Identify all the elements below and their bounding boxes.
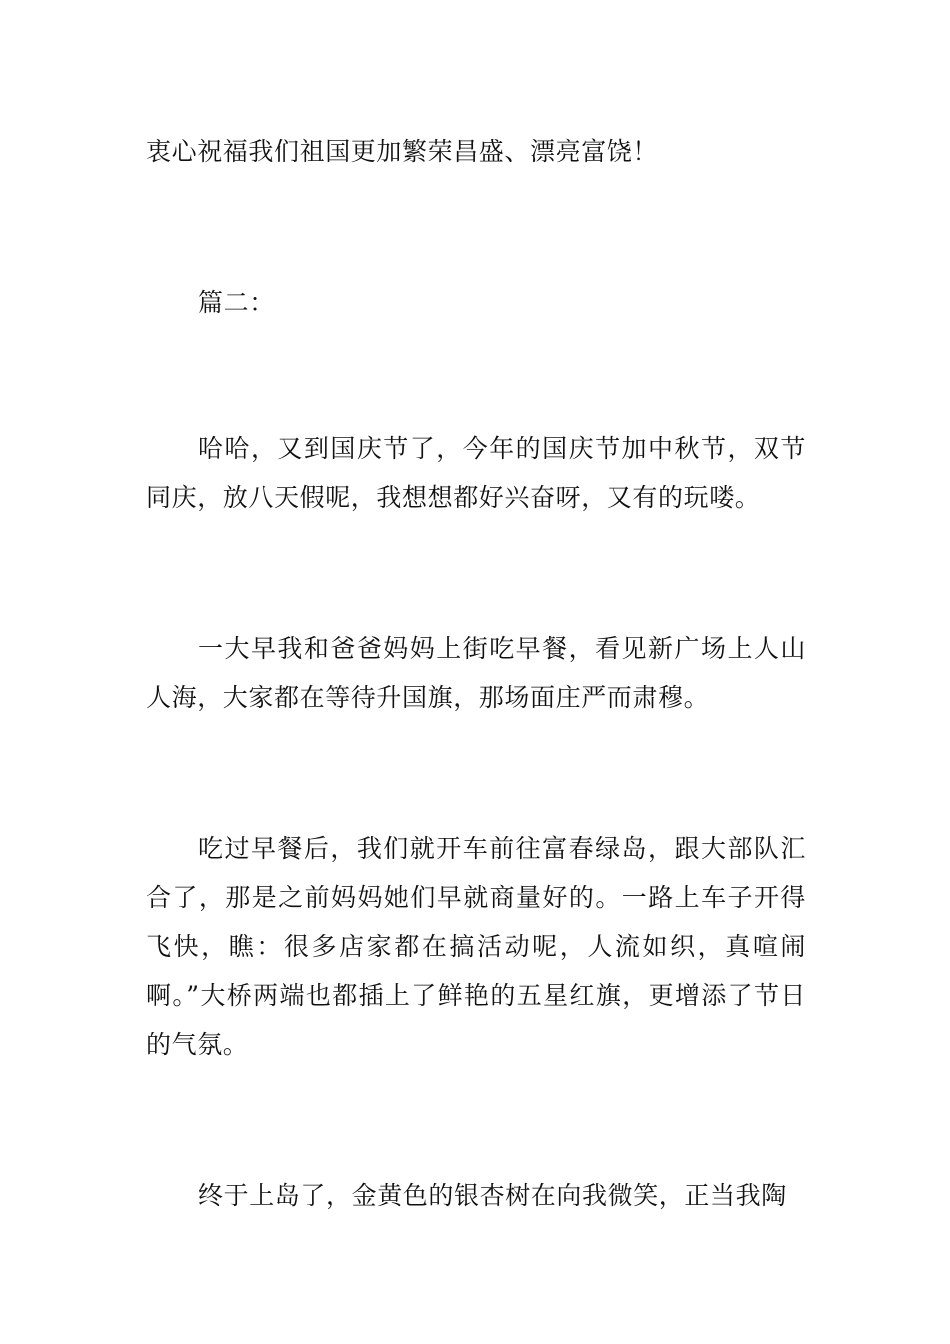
paragraph-breakfast: 一大早我和爸爸妈妈上街吃早餐，看见新广场上人山人海，大家都在等待升国旗，那场面庄严而肃穆。 — [146, 634, 806, 712]
paragraph-drive: 吃过早餐后，我们就开车前往富春绿岛，跟大部队汇合了，那是之前妈妈她们早就商量好的。一路上车子开得飞快，瞧：很多店家都在搞活动呢，人流如织，真喧闹啊。”大桥两端也都插上了鲜艳的五星红旗，更增添了节日的气氛。 — [146, 834, 806, 1059]
paragraph-closing-wish: 衷心祝福我们祖国更加繁荣昌盛、漂亮富饶！ — [146, 137, 659, 166]
section-heading-part-two: 篇二： — [198, 288, 275, 317]
paragraph-national-day: 哈哈，又到国庆节了，今年的国庆节加中秋节，双节同庆，放八天假呢，我想想都好兴奋呀，又有的玩喽。 — [146, 434, 806, 512]
paragraph-island: 终于上岛了，金黄色的银杏树在向我微笑，正当我陶 — [198, 1181, 787, 1210]
